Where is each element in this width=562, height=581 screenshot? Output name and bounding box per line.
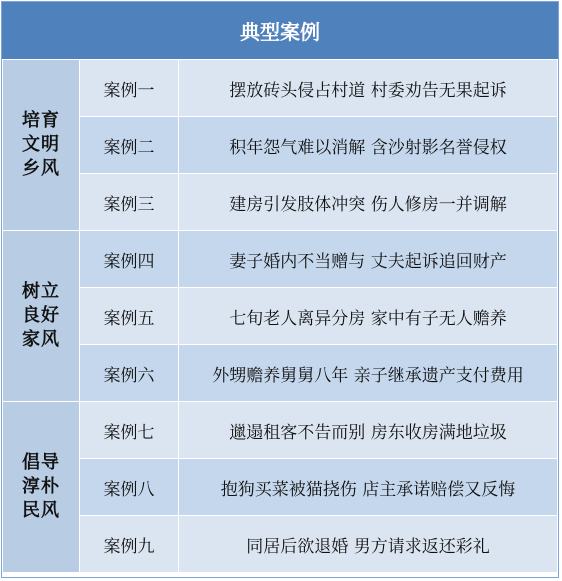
- case-description: 积年怨气难以消解 含沙射影名誉侵权: [179, 117, 558, 174]
- table-row: [3, 117, 558, 174]
- case-label: 案例四: [80, 231, 179, 288]
- table-row: [3, 60, 558, 117]
- case-description: 邋遢租客不告而别 房东收房满地垃圾: [179, 402, 558, 459]
- case-label: 案例八: [80, 459, 179, 516]
- group-label: 树立良好家风: [22, 281, 60, 350]
- case-description: 外甥赡养舅舅八年 亲子继承遗产支付费用: [179, 345, 558, 402]
- case-label: 案例一: [80, 60, 179, 117]
- table-row: [3, 402, 558, 459]
- cases-table: [2, 59, 558, 573]
- table-row: [3, 288, 558, 345]
- case-label: 案例三: [80, 174, 179, 231]
- table-title: 典型案例: [2, 2, 558, 60]
- table-row: [3, 174, 558, 231]
- case-description: 妻子婚内不当赠与 丈夫起诉追回财产: [179, 231, 558, 288]
- case-label: 案例五: [80, 288, 179, 345]
- case-description: 建房引发肢体冲突 伤人修房一并调解: [179, 174, 558, 231]
- table-row: [3, 231, 558, 288]
- group-cell-2: [3, 231, 80, 402]
- table-row: [3, 459, 558, 516]
- group-cell-3: [3, 402, 80, 573]
- case-label: 案例二: [80, 117, 179, 174]
- case-label: 案例七: [80, 402, 179, 459]
- group-label: 倡导淳朴民风: [22, 452, 60, 521]
- group-cell-1: [3, 60, 80, 231]
- group-label: 培育文明乡风: [22, 110, 60, 179]
- table-row: [3, 516, 558, 573]
- case-label: 案例六: [80, 345, 179, 402]
- case-description: 同居后欲退婚 男方请求返还彩礼: [179, 516, 558, 573]
- case-label: 案例九: [80, 516, 179, 573]
- case-description: 抱狗买菜被猫挠伤 店主承诺赔偿又反悔: [179, 459, 558, 516]
- case-description: 摆放砖头侵占村道 村委劝告无果起诉: [179, 60, 558, 117]
- table-row: [3, 345, 558, 402]
- cases-table-frame: [1, 1, 559, 578]
- case-description: 七旬老人离异分房 家中有子无人赡养: [179, 288, 558, 345]
